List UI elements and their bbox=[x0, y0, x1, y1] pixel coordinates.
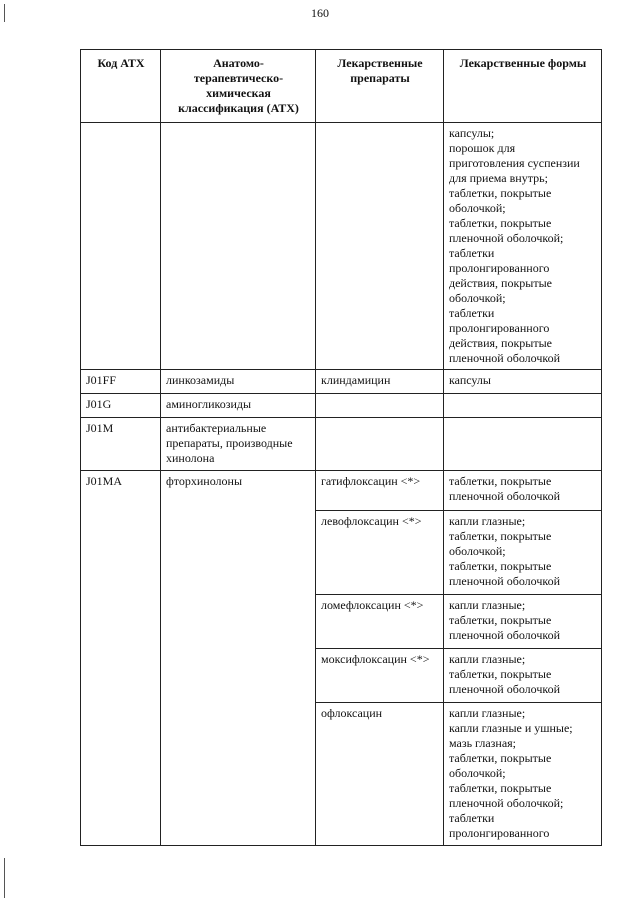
cell-classification bbox=[161, 123, 316, 370]
table-header-row bbox=[81, 50, 602, 123]
cell-drug: ломефлоксацин <*> bbox=[316, 595, 444, 649]
cell-dosage-forms: таблетки, покрытые пленочной оболочкой bbox=[444, 471, 602, 511]
table-row bbox=[81, 394, 602, 418]
cell-classification: антибактериальные препараты, производные хинолона bbox=[161, 418, 316, 471]
cell-atx-code: J01M bbox=[81, 418, 161, 471]
cell-drug: клиндамицин bbox=[316, 370, 444, 394]
cell-dosage-forms: капсулы; порошок для приготовления суспензии для приема внутрь; таблетки, покрытые оболочкой; таблетки, покрытые пленочной оболочкой; таблетки пролонгированного действия, покрытые оболочкой; таблетки пролонгированного действия, покрытые пленочной оболочкой bbox=[444, 123, 602, 370]
cell-atx-code: J01G bbox=[81, 394, 161, 418]
cell-drug: левофлоксацин <*> bbox=[316, 511, 444, 595]
cell-dosage-forms: капли глазные; таблетки, покрытые пленочной оболочкой bbox=[444, 595, 602, 649]
scan-edge-mark-bottom bbox=[4, 858, 5, 898]
cell-atx-code: J01FF bbox=[81, 370, 161, 394]
cell-dosage-forms bbox=[444, 418, 602, 471]
cell-drug bbox=[316, 394, 444, 418]
cell-drug: офлоксацин bbox=[316, 703, 444, 846]
table-row bbox=[81, 370, 602, 394]
page-number: 160 bbox=[311, 6, 329, 20]
table-row bbox=[81, 471, 602, 511]
header-dosage-forms: Лекарственные формы bbox=[444, 50, 602, 123]
cell-drug bbox=[316, 123, 444, 370]
cell-classification: фторхинолоны bbox=[161, 471, 316, 846]
header-atx-code: Код АТХ bbox=[81, 50, 161, 123]
cell-atx-code bbox=[81, 123, 161, 370]
cell-drug bbox=[316, 418, 444, 471]
table-row bbox=[81, 123, 602, 370]
cell-drug: гатифлоксацин <*> bbox=[316, 471, 444, 511]
header-atx-classification: Анатомо- терапевтическо- химическая классификация (АТХ) bbox=[161, 50, 316, 123]
cell-drug: моксифлоксацин <*> bbox=[316, 649, 444, 703]
cell-atx-code: J01MA bbox=[81, 471, 161, 846]
table-row bbox=[81, 418, 602, 471]
cell-classification: аминогликозиды bbox=[161, 394, 316, 418]
cell-dosage-forms: капли глазные; таблетки, покрытые пленочной оболочкой bbox=[444, 649, 602, 703]
scan-edge-mark-top bbox=[4, 4, 5, 22]
cell-dosage-forms bbox=[444, 394, 602, 418]
header-drugs: Лекарственные препараты bbox=[316, 50, 444, 123]
cell-dosage-forms: капсулы bbox=[444, 370, 602, 394]
cell-dosage-forms: капли глазные; капли глазные и ушные; мазь глазная; таблетки, покрытые оболочкой; таблетки, покрытые пленочной оболочкой; таблетки пролонгированного bbox=[444, 703, 602, 846]
cell-dosage-forms: капли глазные; таблетки, покрытые оболочкой; таблетки, покрытые пленочной оболочкой bbox=[444, 511, 602, 595]
atx-table bbox=[80, 49, 602, 846]
cell-classification: линкозамиды bbox=[161, 370, 316, 394]
